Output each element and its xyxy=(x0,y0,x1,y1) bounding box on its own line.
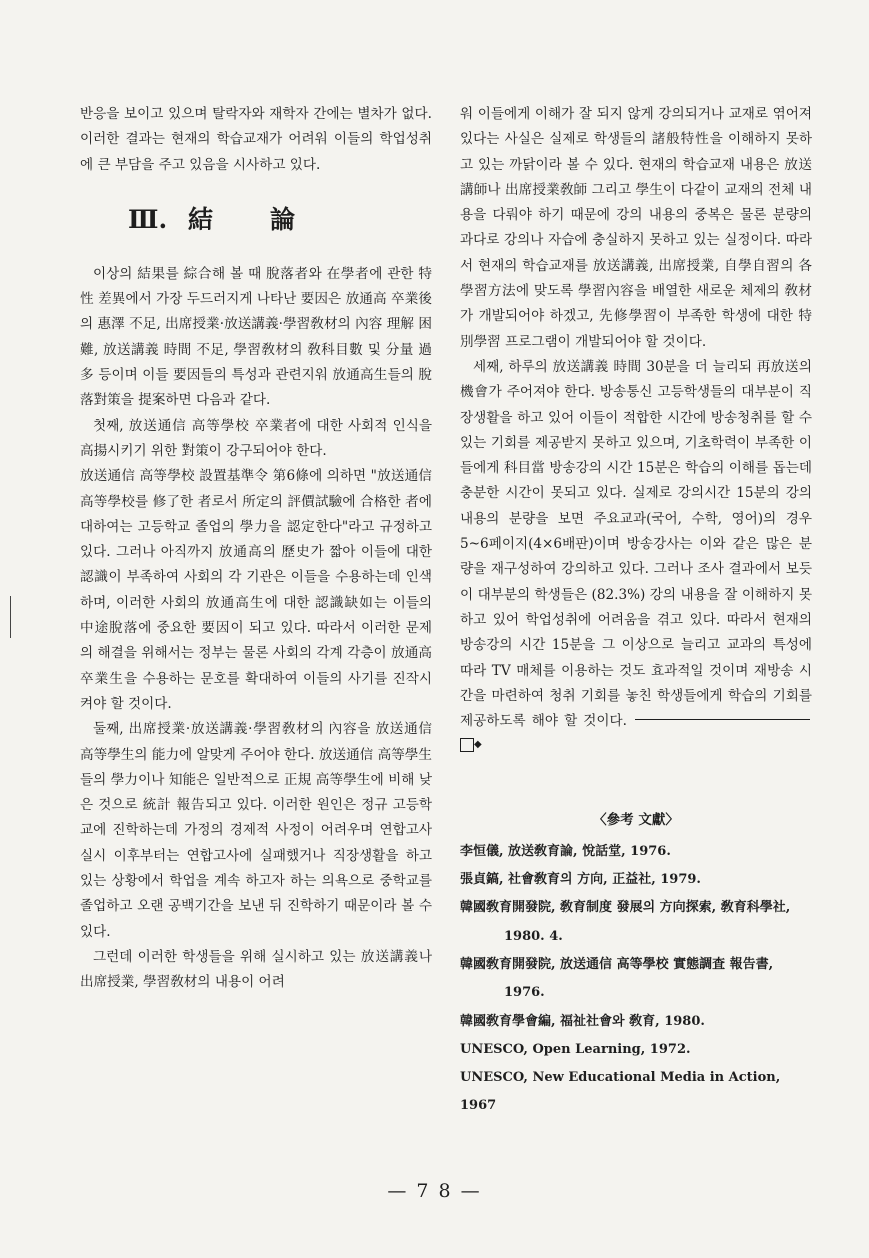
end-rule xyxy=(635,719,810,720)
references-section xyxy=(460,808,812,1121)
reference-item: 韓國敎育開發院, 放送通信 高等學校 實態調査 報告書, 1976. xyxy=(460,956,774,1001)
section-number: Ⅲ. xyxy=(128,204,168,234)
end-mark-icon: ◆ xyxy=(460,738,474,752)
right-column xyxy=(460,102,812,1121)
page-number: — 7 8 — xyxy=(387,1180,482,1202)
intro-paragraph: 반응을 보이고 있으며 탈락자와 재학자 간에는 별차가 없다. 이러한 결과는 현재의 학습교재가 어려워 이들의 학업성취에 큰 부담을 주고 있음을 시사하고 있다. xyxy=(80,106,432,173)
first-proposal-paragraph: 첫째, 放送通信 高等學校 卒業者에 대한 사회적 인식을 高揚시키기 위한 對策이 강구되어야 한다. xyxy=(80,417,432,459)
section-title-char-2: 論 xyxy=(270,204,296,234)
summary-paragraph: 이상의 結果를 綜合해 볼 때 脫落者와 在學者에 관한 特性 差異에서 가장 두드러지게 나타난 要因은 放通高 卒業後의 惠澤 不足, 出席授業·放送講義·學習敎材의 內容 理解 困難, 放送講義 時間 不足, 學習敎材의 敎科目數 및 分量 過多 등이며 이들 要因들의 특성과 관련지워 放通高生들의 脫落對策을 提案하면 다음과 같다. xyxy=(80,265,432,409)
scan-margin-mark xyxy=(10,596,11,638)
third-proposal-paragraph xyxy=(460,355,812,760)
decree-paragraph: 放送通信 高等學校 設置基準令 第6條에 의하면 "放送通信 高等學校를 修了한 者로서 所定의 評價試驗에 合格한 者에 대하여는 고등학교 졸업의 學力을 認定한다"라고 규정하고 있다. 그러나 아직까지 放通高의 歷史가 짧아 이들에 대한 認識이 부족하여 사회의 각 기관은 이들을 수용하는데 인색하며, 이러한 사회의 放通高生에 대한 認識缺如는 이들의 中途脫落에 중요한 要因이 되고 있다. 따라서 이러한 문제의 해결을 위해서는 정부는 물론 사회의 각계 각층이 放通高 卒業生을 수용하는 문호를 확대하여 이들의 사기를 진작시켜야 할 것이다. xyxy=(80,468,432,712)
reference-item: 韓國敎育開發院, 敎育制度 發展의 方向探索, 敎育科學社, 1980. 4. xyxy=(460,900,791,944)
section-heading xyxy=(128,198,432,242)
continued-paragraph: 워 이들에게 이해가 잘 되지 않게 강의되거나 교재로 엮어져 있다는 사실은 실제로 학생들의 諸般特性을 이해하지 못하고 있는 까닭이라 볼 수 있다. 현재의 학습교재 내용은 放送講師나 出席授業敎師 그리고 學生이 다같이 교재의 전체 내용을 다뤄야 하기 때문에 강의 내용의 중복은 물론 분량의 과다로 강의나 자습에 충실하지 못하고 있는 실정이다. 따라서 현재의 학습교재를 放送講義, 出席授業, 自學自習의 各 學習方法에 맞도록 學習內容을 배열한 새로운 체제의 敎材가 개발되어야 하겠고, 先修學習이 부족한 학생에 대한 特別學習 프로그램이 개발되어야 할 것이다. xyxy=(460,106,812,350)
reference-item: UNESCO, Open Learning, 1972. xyxy=(460,1041,691,1057)
left-column xyxy=(80,102,432,996)
reference-item: 李恒儀, 放送敎育論, 悅話堂, 1976. xyxy=(460,843,671,859)
reference-item: 張貞鎬, 社會敎育의 方向, 正益社, 1979. xyxy=(460,872,701,888)
reference-item: 韓國敎育學會編, 福祉社會와 敎育, 1980. xyxy=(460,1013,705,1029)
continuation-paragraph: 그런데 이러한 학생들을 위해 실시하고 있는 放送講義나 出席授業, 學習敎材의 내용이 어려 xyxy=(80,948,432,991)
reference-item: UNESCO, New Educational Media in Action, 1967 xyxy=(460,1070,781,1114)
section-title-char-1: 結 xyxy=(188,204,214,234)
second-proposal-paragraph: 둘째, 出席授業·放送講義·學習敎材의 內容을 放送通信 高等學生의 能力에 알맞게 주어야 한다. 放送通信 高等學生들의 學力이나 知能은 일반적으로 正規 高等學生에 비해 낮은 것으로 統計 報告되고 있다. 이러한 원인은 정규 고등학교에 진학하는데 가정의 경제적 사정이 어려우며 연합고사 실시 이후부터는 연합고사에 실패했거나 직장생활을 하고 있는 상황에서 학업을 계속 하고자 하는 의욕으로 중학교를 졸업하고 오랜 공백기간을 보낸 뒤 진학하기 때문이라 볼 수 있다. xyxy=(80,721,432,940)
third-proposal-text: 세째, 하루의 放送講義 時間 30분을 더 늘리되 再放送의 機會가 주어져야 한다. 방송통신 고등학생들의 대부분이 직장생활을 하고 있어 이들이 적합한 시간에 방송청취를 할 수 있는 기회를 제공받지 못하고 있으며, 기초학력이 부족한 이들에게 科目當 방송강의 시간 15분은 학습의 이해를 돕는데 충분한 시간이 못되고 있다. 실제로 강의시간 15분의 강의내용의 분량을 보면 주요교과(국어, 수학, 영어)의 경우 5~6페이지(4×6배판)이며 방송강사는 이와 같은 많은 분량을 재구성하여 강의하고 있다. 그러나 조사 결과에서 보듯이 대부분의 학생들은 (82.3%) 강의 내용을 잘 이해하지 못하고 있어 학업성취에 어려움을 겪고 있다. 따라서 현재의 방송강의 시간 15분을 그 이상으로 늘리고 교과의 특성에 따라 TV 매체를 이용하는 것도 효과적일 것이며 재방송 시간을 마련하여 청취 기회를 놓친 학생들에게 학습의 기회를 제공하도록 해야 할 것이다. xyxy=(460,358,812,730)
references-title: 〈參考 文獻〉 xyxy=(593,811,679,828)
